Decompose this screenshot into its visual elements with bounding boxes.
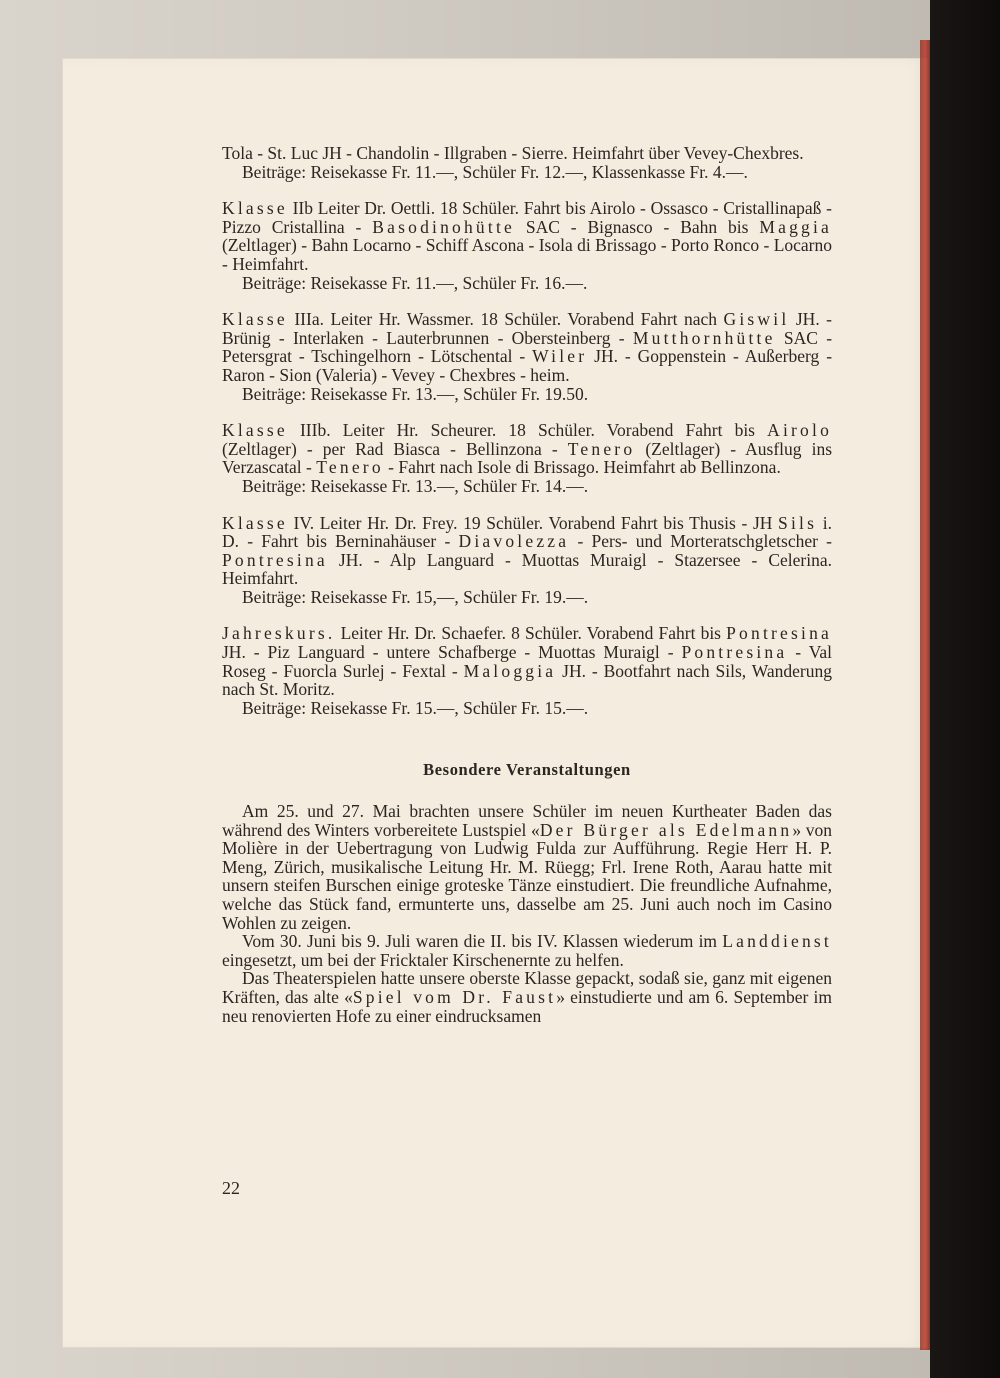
spaced-term: Airolo	[767, 420, 833, 441]
trip-block-iib	[222, 199, 832, 292]
spaced-term: Wiler	[532, 346, 588, 367]
spaced-term: Mutthornhütte	[632, 327, 776, 348]
spaced-term: Sils	[778, 512, 818, 533]
spaced-term: Tenero	[316, 457, 384, 478]
trip-block-iiia	[222, 310, 832, 403]
spaced-term: Giswil	[723, 309, 790, 330]
spaced-term: Basodinohütte	[372, 216, 515, 237]
spaced-term: Klasse	[222, 420, 288, 441]
trip-fees: Beiträge: Reisekasse Fr. 11.—, Schüler Fr. 16.—.	[242, 272, 588, 293]
page-number: 22	[222, 1178, 240, 1198]
trip-route: Tola - St. Luc JH - Chandolin - Illgraben - Sierre. Heimfahrt über Vevey-Chexbres.	[222, 143, 804, 163]
spaced-term: Tenero	[567, 438, 636, 459]
trip-route: Klasse IIIb. Leiter Hr. Scheurer. 18 Schüler. Vorabend Fahrt bis Airolo (Zeltlager) - per Rad Biasca - Bellinzona - Tenero (Zeltlager) - Ausflug ins Verzascatal - Tenero - Fahrt nach Isole di Brissago. Heimfahrt ab Bellinzona.	[222, 420, 833, 478]
spaced-term: Der Bürger als Edelmann	[539, 819, 793, 840]
trip-route: Klasse IV. Leiter Hr. Dr. Frey. 19 Schüler. Vorabend Fahrt bis Thusis - JH Sils i. D. - Fahrt bis Berninahäuser - Diavolezza - Pers- und Morteratschgletscher - Pontresina JH. - Alp Languard - Muottas Muraigl - Stazersee - Celerina. Heimfahrt.	[222, 512, 833, 589]
trip-block-continued	[222, 144, 832, 181]
spaced-term: Pontresina	[726, 623, 832, 644]
spaced-term: Klasse	[222, 309, 288, 330]
trip-block-jahreskurs	[222, 624, 832, 717]
trip-fees: Beiträge: Reisekasse Fr. 15,—, Schüler Fr. 19.—.	[242, 586, 589, 607]
spaced-term: Landdienst	[722, 931, 832, 952]
trip-route: Jahreskurs. Leiter Hr. Dr. Schaefer. 8 Schüler. Vorabend Fahrt bis Pontresina JH. - Piz Languard - untere Schafberge - Muottas Muraigl - Pontresina - Val Roseg - Fuorcla Surlej - Fextal - Maloggia JH. - Bootfahrt nach Sils, Wanderung nach St. Moritz.	[222, 623, 833, 700]
spaced-term: Maggia	[759, 216, 833, 237]
scan-edge	[930, 0, 1000, 1378]
spaced-term: Pontresina	[222, 549, 328, 570]
trip-block-iiib	[222, 421, 832, 495]
spaced-term: Maloggia	[463, 660, 557, 681]
spaced-term: Spiel vom Dr. Faust	[352, 986, 557, 1007]
book-spine	[920, 40, 930, 1350]
trip-fees: Beiträge: Reisekasse Fr. 13.—, Schüler Fr. 14.—.	[242, 475, 589, 496]
page-content	[222, 144, 832, 1025]
trip-fees: Beiträge: Reisekasse Fr. 15.—, Schüler Fr. 15.—.	[242, 697, 589, 718]
body-paragraph-theater: Am 25. und 27. Mai brachten unsere Schüler im neuen Kurtheater Baden das während des Winters vorbereitete Lustspiel «Der Bürger als Edelmann» von Molière in der Uebertragung von Ludwig Fulda zur Aufführung. Regie Herr H. P. Meng, Zürich, musikalische Leitung Hr. M. Rüegg; Frl. Irene Roth, Aarau hatte mit unsern steifen Burschen einige groteske Tänze einstudiert. Die freundliche Aufnahme, welche das Stück fand, ermunterte uns, dasselbe am 25. Juni auch noch im Casino Wohlen zu zeigen.	[222, 801, 833, 933]
spaced-term: Klasse	[222, 198, 288, 219]
body-paragraph-faust: Das Theaterspielen hatte unsere oberste Klasse gepackt, sodaß sie, ganz mit eigenen Kräften, das alte «Spiel vom Dr. Faust» einstudierte und am 6. September im neu renovierten Hofe zu einer eindrucksamen	[222, 968, 832, 1026]
trip-route: Klasse IIIa. Leiter Hr. Wassmer. 18 Schüler. Vorabend Fahrt nach Giswil JH. - Brünig - Interlaken - Lauterbrunnen - Obersteinberg - Mutthornhütte SAC - Petersgrat - Tschingelhorn - Lötschental - Wiler JH. - Goppenstein - Außerberg - Raron - Sion (Valeria) - Vevey - Chexbres - heim.	[222, 309, 833, 385]
body-paragraph-landdienst: Vom 30. Juni bis 9. Juli waren die II. bis IV. Klassen wiederum im Landdienst eingesetzt, um bei der Fricktaler Kirschenernte zu helfen.	[222, 931, 832, 970]
spaced-term: Pontresina	[681, 642, 788, 663]
spaced-term: Jahreskurs.	[222, 623, 336, 644]
spaced-term: Klasse	[222, 512, 288, 533]
trip-fees: Beiträge: Reisekasse Fr. 11.—, Schüler Fr. 12.—, Klassenkasse Fr. 4.—.	[242, 161, 748, 182]
trip-fees: Beiträge: Reisekasse Fr. 13.—, Schüler Fr. 19.50.	[242, 383, 589, 404]
trip-route: Klasse IIb Leiter Dr. Oettli. 18 Schüler. Fahrt bis Airolo - Ossasco - Cristallinapaß - Pizzo Cristallina - Basodinohütte SAC - Bignasco - Bahn bis Maggia (Zeltlager) - Bahn Locarno - Schiff Ascona - Isola di Brissago - Porto Ronco - Locarno - Heimfahrt.	[222, 198, 833, 274]
section-heading: Besondere Veranstaltungen	[423, 760, 631, 780]
trip-block-iv	[222, 514, 832, 607]
spaced-term: Diavolezza	[458, 531, 570, 552]
